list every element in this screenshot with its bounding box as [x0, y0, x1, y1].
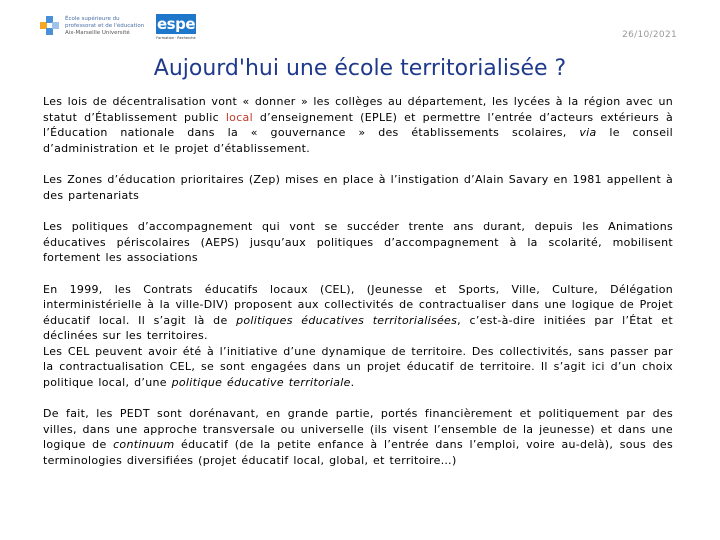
logo-text — [65, 16, 144, 37]
espe-logo-text: espe — [156, 15, 195, 33]
espe-logo-subtext: Formation · Recherche — [156, 36, 196, 40]
paragraph-zep: Les Zones d’éducation prioritaires (Zep) mises en place à l’instigation d’Alain Savary en 1981 appellent à des partenariats — [43, 173, 673, 202]
text-run: Les lois de décentralisation vont « donner » les collèges au département, les lycées à la région avec un statut d’Établissement public — [43, 95, 673, 124]
logo-mark-icon — [40, 16, 60, 38]
emphasis-continuum: continuum — [113, 438, 175, 451]
highlight-local: local — [225, 110, 253, 124]
paragraph-decentralisation — [43, 94, 673, 156]
slide-header — [0, 0, 720, 50]
slide-title: Aujourd'hui une école territorialisée ? — [153, 56, 567, 81]
text-run: le conseil d’administration et le projet d’établissement. — [43, 126, 673, 155]
text-run: . — [350, 375, 355, 389]
emphasis-via: via — [579, 126, 597, 139]
espe-logo — [156, 14, 196, 42]
text-run: , c’est-à-dire initiées par l’État et déclinées sur les territoires. — [43, 313, 673, 342]
logo-text-line2: professorat et de l'éducation — [65, 23, 145, 29]
emphasis-politique-territoriale: politique éducative territoriale — [171, 375, 351, 389]
espe-aix-marseille-logo — [40, 14, 152, 42]
emphasis-politiques-territorialisees: politiques éducatives territorialisées — [236, 313, 458, 327]
slide-body — [43, 94, 673, 484]
slide-date: 26/10/2021 — [622, 30, 677, 40]
text-run: éducatif (de la petite enfance à l’entrée dans l’emploi, voire au-delà), sous des terminologies diversifiées (projet éducatif local, global, et territoire…) — [43, 438, 673, 467]
paragraph-accompagnement: Les politiques d’accompagnement qui vont se succéder trente ans durant, depuis les Animations éducatives périscolaires (AEPS) jusqu’aux politiques d’accompagnement à la scolarité, mobilisent fortement les associations — [43, 220, 673, 264]
text-run: En 1999, les Contrats éducatifs locaux (CEL), (Jeunesse et Sports, Ville, Culture, Délégation interministérielle à la ville-DIV) proposent aux collectivités de contractualiser dans une logique de Projet éducatif local. Il s’agit là de — [43, 282, 673, 327]
logo-text-line1: École supérieure du — [65, 16, 120, 22]
paragraph-dynamique-territoire — [43, 344, 673, 391]
logo-text-line3: Aix-Marseille Université — [65, 30, 130, 36]
paragraph-pedt — [43, 406, 673, 468]
paragraph-cel — [43, 282, 673, 344]
text-run: De fait, les PEDT sont dorénavant, en grande partie, portés financièrement et politiquement par des villes, dans une approche transversale ou universelle (ils visent l’ensemble de la jeunesse) et dans une logique de — [43, 407, 673, 451]
text-run: d’enseignement (EPLE) et permettre l’entrée d’acteurs extérieurs à l’Éducation nationale dans la « gouvernance » des établissements scolaires, — [43, 110, 674, 139]
text-run: Les CEL peuvent avoir été à l’initiative d’une dynamique de territoire. Des collectivités, sans passer par la contractualisation CEL, se sont engagées dans un projet éducatif de territoire. Il s’agit ici d’un choix politique local, d’une — [43, 344, 673, 389]
